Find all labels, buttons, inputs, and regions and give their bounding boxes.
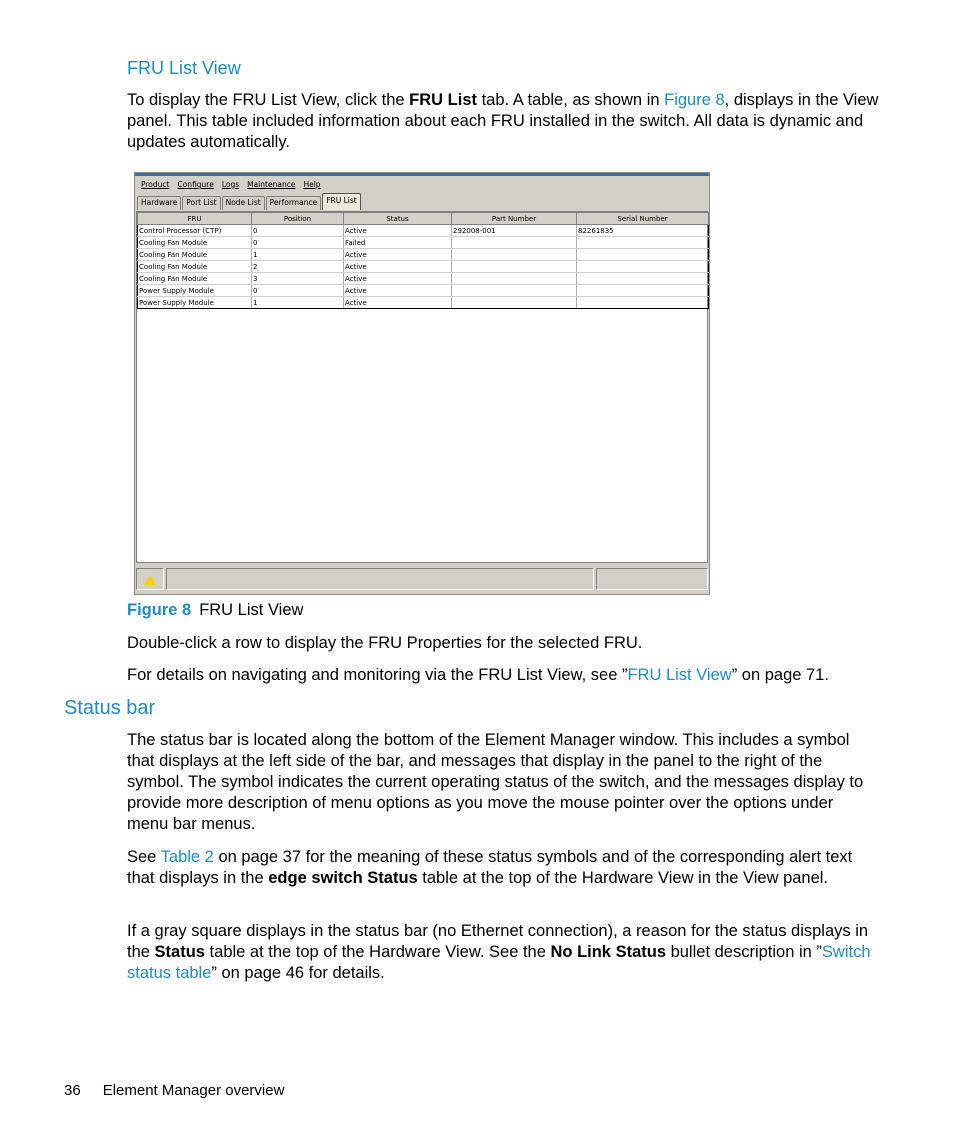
cell-fru: Cooling Fan Module xyxy=(138,273,252,285)
figure-title: FRU List View xyxy=(199,601,304,619)
cell-serial-number xyxy=(577,261,709,273)
view-panel xyxy=(136,211,708,563)
table-row[interactable] xyxy=(138,297,709,309)
column-header-serial-number[interactable]: Serial Number xyxy=(577,213,709,225)
cell-fru: Power Supply Module xyxy=(138,285,252,297)
table-row[interactable] xyxy=(138,273,709,285)
page-footer xyxy=(64,1082,284,1099)
double-click-paragraph: Double-click a row to display the FRU Properties for the selected FRU. xyxy=(127,634,643,652)
cell-part-number xyxy=(452,249,577,261)
cell-serial-number xyxy=(577,285,709,297)
cell-part-number xyxy=(452,237,577,249)
cell-position: 0 xyxy=(252,237,344,249)
text: ” on page 46 for details. xyxy=(211,964,385,982)
menu-logs[interactable]: Logs xyxy=(221,180,240,189)
status-symbol-cell xyxy=(136,568,164,590)
table-row[interactable] xyxy=(138,225,709,237)
text: on page 37 for the meaning of these status symbols and of the corresponding alert text that displays in the xyxy=(127,848,853,887)
text: table at the top of the Hardware View. See the xyxy=(204,943,551,961)
cell-part-number xyxy=(452,261,577,273)
figure-8-link[interactable]: Figure 8 xyxy=(664,91,725,109)
status-extra-panel xyxy=(596,568,708,590)
figure-caption xyxy=(127,601,303,620)
table-row[interactable] xyxy=(138,249,709,261)
status-bar xyxy=(136,566,708,593)
cell-serial-number xyxy=(577,237,709,249)
status-symbols-paragraph xyxy=(127,847,879,889)
tab-node-list[interactable]: Node List xyxy=(222,196,265,210)
page-number: 36 xyxy=(64,1082,81,1099)
cell-position: 0 xyxy=(252,225,344,237)
cell-status: Active xyxy=(344,285,452,297)
menu-bar xyxy=(137,179,325,191)
cell-status: Active xyxy=(344,225,452,237)
text: bullet description in ” xyxy=(666,943,822,961)
table-2-link[interactable]: Table 2 xyxy=(160,848,214,866)
text: tab. A table, as shown in xyxy=(477,91,665,109)
warning-triangle-icon xyxy=(144,575,156,585)
bold-text: No Link Status xyxy=(550,943,666,961)
text: ” on page 71. xyxy=(731,666,829,684)
tab-hardware[interactable]: Hardware xyxy=(137,196,181,210)
cell-serial-number xyxy=(577,249,709,261)
column-header-status[interactable]: Status xyxy=(344,213,452,225)
text: For details on navigating and monitoring via the FRU List View, see ” xyxy=(127,666,628,684)
tab-fru-list[interactable]: FRU List xyxy=(322,193,361,210)
switch-status-table-link[interactable]: Switch status table xyxy=(127,943,871,982)
window-title-strip xyxy=(135,173,709,176)
cell-serial-number xyxy=(577,297,709,309)
cell-status: Active xyxy=(344,249,452,261)
cell-part-number xyxy=(452,297,577,309)
tab-port-list[interactable]: Port List xyxy=(182,196,220,210)
cell-fru: Cooling Fan Module xyxy=(138,237,252,249)
status-bar-paragraph: The status bar is located along the bottom of the Element Manager window. This includes a symbol that displays at the left side of the bar, and messages that display in the panel to the right of the symbol. The symbol indicates the current operating status of the switch, and the messages display to provide more description of menu options as you move the mouse pointer over the options under menu bar menus. xyxy=(127,731,864,833)
menu-product[interactable]: Product xyxy=(141,180,170,189)
column-header-fru[interactable]: FRU xyxy=(138,213,252,225)
cell-status: Active xyxy=(344,261,452,273)
section-heading-fru-list-view: FRU List View xyxy=(127,58,241,78)
section-heading-status-bar: Status bar xyxy=(64,697,156,719)
cell-fru: Power Supply Module xyxy=(138,297,252,309)
cell-serial-number: 82261835 xyxy=(577,225,709,237)
fru-details-paragraph xyxy=(127,665,879,686)
cell-position: 2 xyxy=(252,261,344,273)
bold-text: Status xyxy=(154,943,205,961)
view-tabs xyxy=(137,196,362,210)
tab-performance[interactable]: Performance xyxy=(266,196,322,210)
cell-position: 0 xyxy=(252,285,344,297)
column-header-part-number[interactable]: Part Number xyxy=(452,213,577,225)
table-row[interactable] xyxy=(138,261,709,273)
bold-text: edge switch Status xyxy=(268,869,418,887)
fru-list-view-link[interactable]: FRU List View xyxy=(627,666,732,684)
fru-list-screenshot xyxy=(134,172,710,595)
text: To display the FRU List View, click the xyxy=(127,91,410,109)
cell-part-number: 292008-001 xyxy=(452,225,577,237)
bold-text: FRU List xyxy=(409,91,477,109)
cell-fru: Cooling Fan Module xyxy=(138,249,252,261)
text: If a gray square displays in the status bar (no Ethernet connection), a reason for the status displays in the xyxy=(127,922,869,961)
footer-title: Element Manager overview xyxy=(102,1082,285,1099)
fru-table xyxy=(137,212,709,309)
menu-configure[interactable]: Configure xyxy=(177,180,214,189)
cell-position: 1 xyxy=(252,249,344,261)
column-header-position[interactable]: Position xyxy=(252,213,344,225)
gray-square-paragraph xyxy=(127,921,879,984)
cell-position: 3 xyxy=(252,273,344,285)
table-header-row xyxy=(138,213,709,225)
cell-part-number xyxy=(452,285,577,297)
menu-help[interactable]: Help xyxy=(303,180,321,189)
cell-status: Active xyxy=(344,297,452,309)
cell-serial-number xyxy=(577,273,709,285)
cell-status: Failed xyxy=(344,237,452,249)
figure-number: Figure 8 xyxy=(127,601,192,619)
text: See xyxy=(127,848,161,866)
table-row[interactable] xyxy=(138,237,709,249)
menu-maintenance[interactable]: Maintenance xyxy=(247,180,296,189)
cell-fru: Control Processor (CTP) xyxy=(138,225,252,237)
cell-position: 1 xyxy=(252,297,344,309)
fru-intro-paragraph xyxy=(127,90,879,153)
cell-part-number xyxy=(452,273,577,285)
table-row[interactable] xyxy=(138,285,709,297)
text: , displays in the View panel. This table included information about each FRU installed in the switch. All data is dynamic and updates automatically. xyxy=(127,91,879,151)
status-message-panel xyxy=(166,568,594,590)
text: table at the top of the Hardware View in the View panel. xyxy=(417,869,829,887)
cell-status: Active xyxy=(344,273,452,285)
cell-fru: Cooling Fan Module xyxy=(138,261,252,273)
